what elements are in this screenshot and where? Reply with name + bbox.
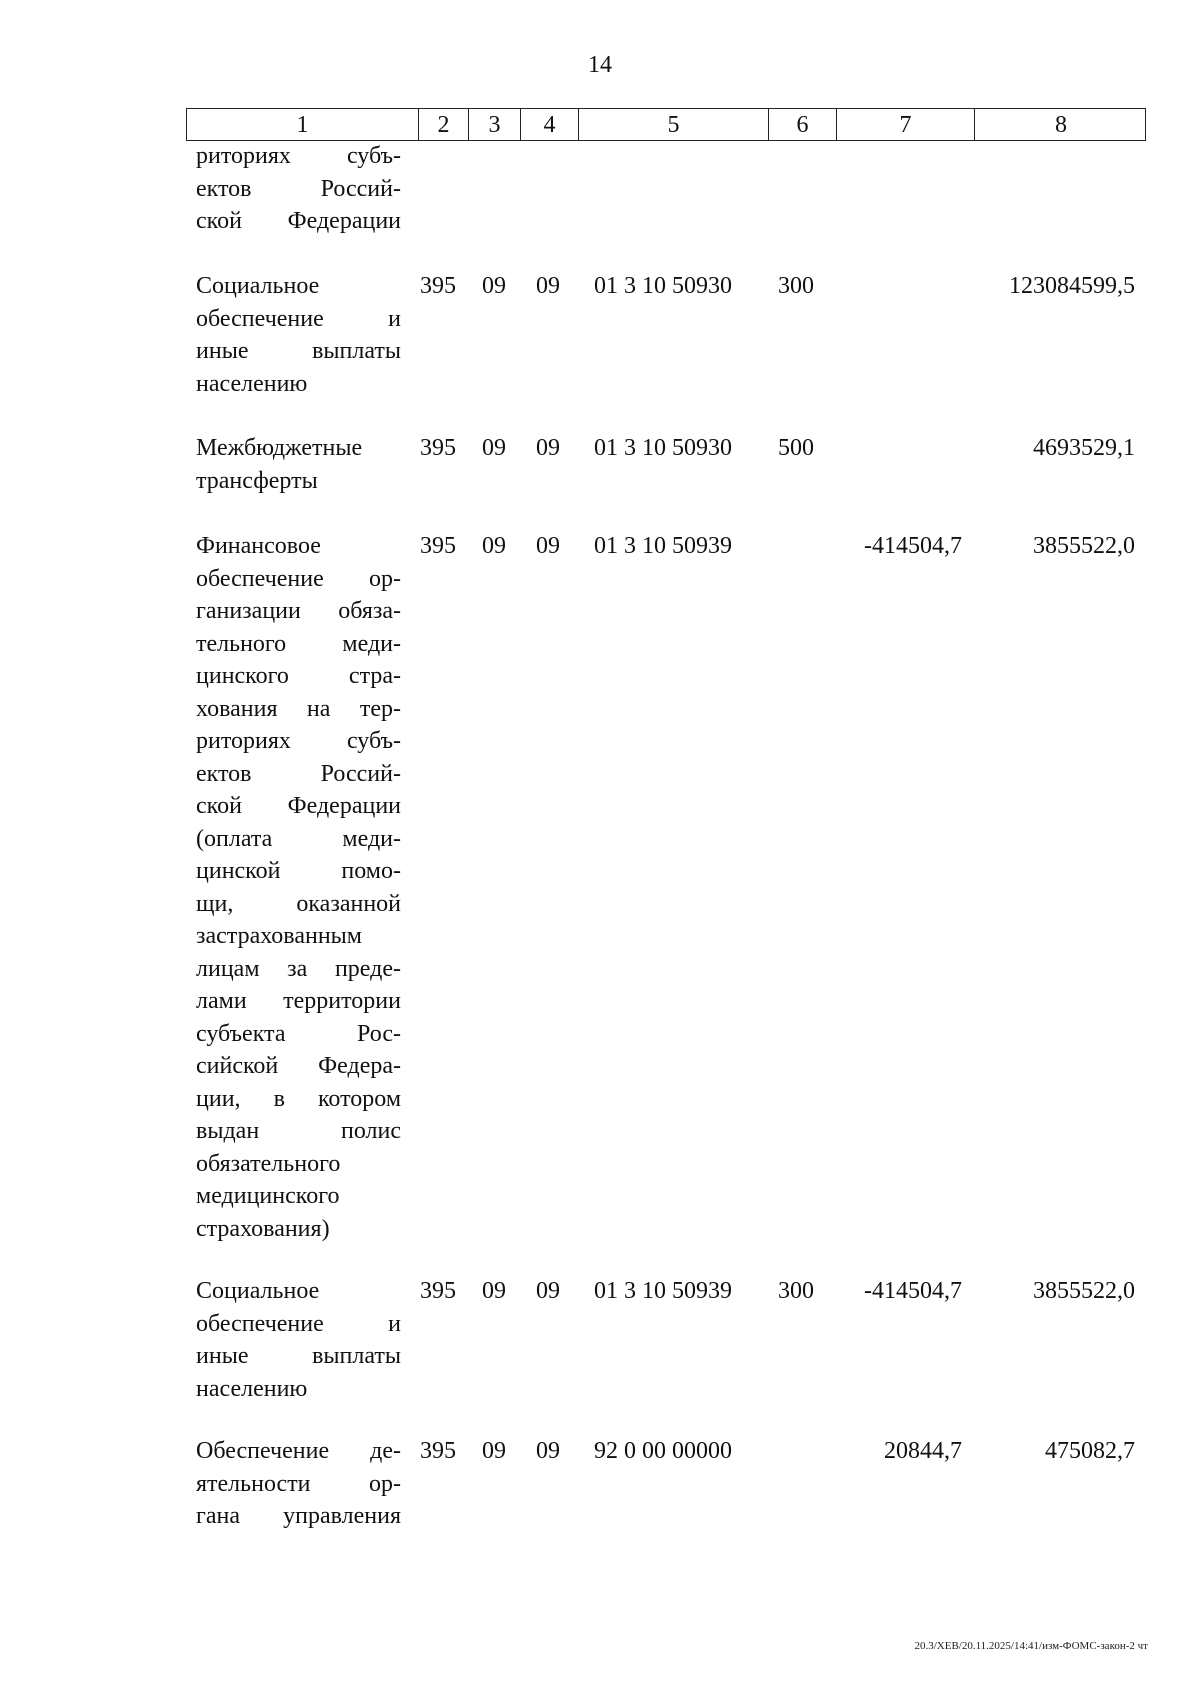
description-line: населению [196,370,308,397]
description-line: Финансовое [196,533,321,559]
footer-note: 20.3/ХЕВ/20.11.2025/14:41/изм-ФОМС-закон-2 чт [914,1640,1148,1652]
header-col-6: 6 [769,109,837,140]
description-line: сийской Федера- [196,1053,401,1079]
row-c6-value: 500 [778,435,814,461]
description-line: ции, в котором [196,1085,401,1112]
row-c8-value: 4693529,1 [1033,435,1135,461]
row-c2-value: 395 [420,1438,456,1464]
row-description [196,270,401,400]
row-c3-value: 09 [482,533,506,559]
description-line: щи, оказанной [196,890,401,917]
description-line: цинской помо- [196,858,401,884]
description-line: ской Федерации [196,208,401,234]
row-c2-value: 395 [420,533,456,559]
row-c4-value: 09 [536,1438,560,1464]
description-line: Обеспечение де- [196,1438,401,1464]
row-description [196,1275,401,1405]
row-description [196,140,401,238]
description-line: медицинского [196,1183,340,1209]
row-c3-value: 09 [482,1438,506,1464]
description-line: населению [196,1375,308,1402]
row-c4-value: 09 [536,435,560,461]
description-line: ектов Россий- [196,760,401,787]
description-line: лицам за преде- [196,955,401,982]
row-c7-value: 20844,7 [884,1438,962,1464]
description-line: страхования) [196,1215,330,1242]
page-number: 14 [588,52,612,78]
description-line: гана управления [196,1503,401,1529]
header-col-4: 4 [521,109,579,140]
description-line: иные выплаты [196,1343,401,1369]
row-c7-value: -414504,7 [864,533,962,559]
description-line: (оплата меди- [196,825,401,852]
description-line: субъекта Рос- [196,1020,401,1047]
header-col-7: 7 [837,109,975,140]
row-c5-value: 01 3 10 50939 [594,1278,732,1304]
row-c5-value: 01 3 10 50939 [594,533,732,559]
row-description [196,530,401,1245]
row-description [196,432,401,497]
description-line: цинского стра- [196,663,401,689]
row-c7-value: -414504,7 [864,1278,962,1304]
header-col-5: 5 [579,109,769,140]
row-c5-value: 92 0 00 00000 [594,1438,732,1464]
description-line: застрахованным [196,923,362,949]
description-line: ектов Россий- [196,175,401,202]
row-c3-value: 09 [482,1278,506,1304]
description-line: трансферты [196,467,318,494]
row-c6-value: 300 [778,273,814,299]
row-c8-value: 475082,7 [1045,1438,1135,1464]
description-line: хования на тер- [196,695,401,722]
row-c8-value: 3855522,0 [1033,533,1135,559]
row-c2-value: 395 [420,435,456,461]
description-line: обязательного [196,1150,341,1177]
row-c2-value: 395 [420,1278,456,1304]
description-line: лами территории [196,988,401,1014]
row-c4-value: 09 [536,1278,560,1304]
row-c4-value: 09 [536,533,560,559]
row-c3-value: 09 [482,435,506,461]
description-line: выдан полис [196,1118,401,1144]
row-c8-value: 123084599,5 [1009,273,1135,299]
description-line: обеспечение ор- [196,565,401,592]
description-line: ганизации обяза- [196,598,401,624]
row-c4-value: 09 [536,273,560,299]
header-col-3: 3 [469,109,521,140]
description-line: риториях субъ- [196,143,401,169]
row-description [196,1435,401,1533]
description-line: ской Федерации [196,793,401,819]
description-line: ятельности ор- [196,1470,401,1497]
description-line: обеспечение и [196,1310,401,1337]
description-line: тельного меди- [196,630,401,657]
row-c8-value: 3855522,0 [1033,1278,1135,1304]
header-col-2: 2 [419,109,469,140]
table-header-row [186,108,1146,141]
row-c5-value: 01 3 10 50930 [594,273,732,299]
description-line: иные выплаты [196,338,401,364]
description-line: Социальное [196,273,320,299]
header-col-1: 1 [187,109,419,140]
description-line: Социальное [196,1278,320,1304]
description-line: обеспечение и [196,305,401,332]
header-col-8: 8 [1055,112,1067,138]
description-line: Межбюджетные [196,435,363,461]
row-c5-value: 01 3 10 50930 [594,435,732,461]
row-c6-value: 300 [778,1278,814,1304]
row-c3-value: 09 [482,273,506,299]
row-c2-value: 395 [420,273,456,299]
description-line: риториях субъ- [196,728,401,754]
